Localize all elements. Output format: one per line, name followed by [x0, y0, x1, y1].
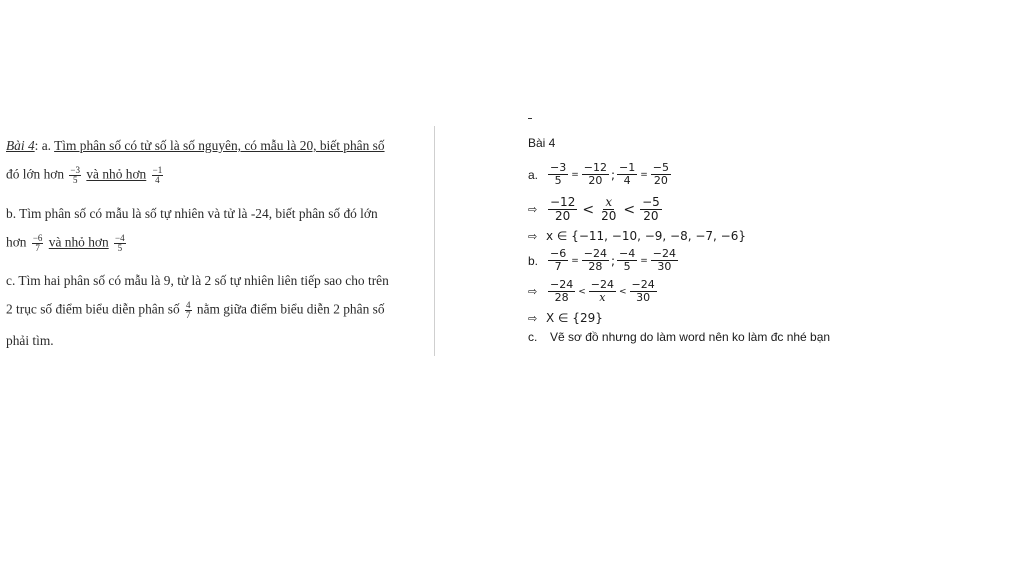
- implies-arrow-icon: ⇨: [528, 203, 538, 216]
- fraction: $\frac{-24}{28}$: [583, 247, 607, 273]
- scan-right-border: [434, 126, 435, 356]
- solution-c-note: c. Vẽ sơ đồ nhưng do làm word nên ko làm đc nhé bạn: [528, 330, 831, 344]
- solution-heading: Bài 4: [528, 136, 556, 150]
- fraction: $\frac{-24}{30}$: [652, 247, 677, 273]
- text-cursor-mark: [528, 118, 532, 119]
- implies-arrow-icon: ⇨: [528, 229, 538, 243]
- scanned-problem-image: [0, 126, 436, 356]
- fraction: $\frac{-1}{4}$: [152, 165, 163, 185]
- fraction: $\frac{-6}{7}$: [32, 233, 43, 253]
- solution-a-inequality: ⇨ −12 20 < x 20 < −5 20: [528, 195, 660, 223]
- solution-a-result: ⇨ x ∈ {−11, −10, −9, −8, −7, −6}: [528, 229, 747, 243]
- implies-arrow-icon: ⇨: [528, 285, 538, 298]
- fraction: −24 28: [550, 278, 574, 304]
- solution-b-inequality: ⇨ −24 28 < −24 x < −24 30: [528, 278, 655, 304]
- fraction: $\frac{-4}{5}$: [115, 233, 125, 253]
- problem-line-3: b. Tìm phân số có mẫu là số tự nhiên và tử là -24, biết phân số đó lớn: [6, 206, 378, 221]
- solution-b-fractions: b. $\frac{-6}{7}$ = $\frac{-24}{28}$ ; $\frac{-4}{5}$ = $\frac{-24}{30}$: [528, 247, 677, 273]
- problem-line-1: Bài 4: a. Tìm phân số có tử số là số nguyên, có mẫu là 20, biết phân số: [6, 138, 385, 153]
- problem-line-2: đó lớn hơn $\frac{-3}{5}$ và nhỏ hơn $\frac{-1}{4}$: [6, 165, 163, 185]
- fraction: $\frac{-5}{20}$: [652, 161, 670, 187]
- problem-line-6: 2 trục số điểm biểu diễn phân số $\frac{4}{7}$ nằm giữa điểm biểu diễn 2 phân số: [6, 300, 385, 320]
- fraction: −24 30: [631, 278, 655, 304]
- problem-line-4: hơn $\frac{-6}{7}$ và nhỏ hơn $\frac{-4}{5}$: [6, 233, 125, 253]
- fraction: $\frac{-3}{5}$: [70, 165, 80, 185]
- problem-line-7: phải tìm.: [6, 333, 54, 348]
- fraction: −24 x: [590, 278, 614, 304]
- fraction: −5 20: [642, 195, 660, 223]
- problem-title: Bài 4: [6, 138, 35, 153]
- fraction: $\frac{-1}{4}$: [619, 161, 636, 187]
- fraction: $\frac{-6}{7}$: [550, 247, 567, 273]
- fraction: $\frac{-3}{5}$: [550, 161, 567, 187]
- fraction: $\frac{-4}{5}$: [619, 247, 636, 273]
- problem-a-text: Tìm phân số có tử số là số nguyên, có mẫu là 20, biết phân số: [54, 138, 385, 153]
- solution-a-fractions: a. $\frac{-3}{5}$ = $\frac{-12}{20}$ ; $\frac{-1}{4}$ = $\frac{-5}{20}$: [528, 161, 670, 187]
- problem-line-5: c. Tìm hai phân số có mẫu là 9, tử là 2 số tự nhiên liên tiếp sao cho trên: [6, 273, 389, 288]
- implies-arrow-icon: ⇨: [528, 311, 538, 325]
- fraction: −12 20: [550, 195, 576, 223]
- solution-b-result: ⇨ X ∈ {29}: [528, 311, 603, 325]
- fraction: $\frac{-12}{20}$: [583, 161, 607, 187]
- fraction: x 20: [601, 195, 617, 223]
- fraction: $\frac{4}{7}$: [186, 300, 191, 320]
- solution-text: [528, 118, 1008, 358]
